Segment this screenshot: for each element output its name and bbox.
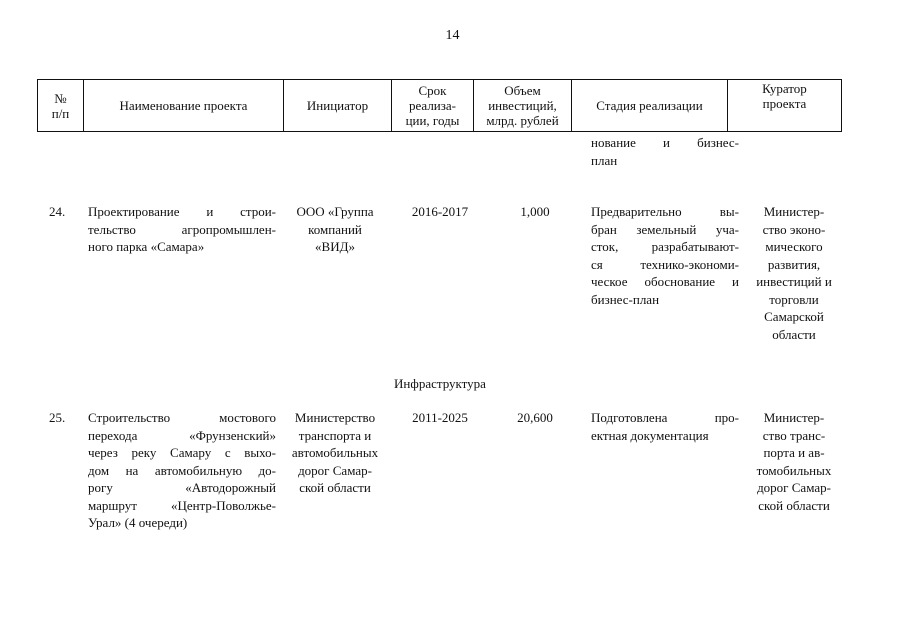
header-initiator: Инициатор xyxy=(284,80,392,132)
header-stage: Стадия реализации xyxy=(572,80,728,132)
header-num: № п/п xyxy=(38,80,84,132)
section-title: Инфраструктура xyxy=(394,376,486,391)
row-24-initiator: ООО «Группа компаний «ВИД» xyxy=(296,204,374,254)
row-24-name: Проектирование и строи- тельство агропромышлен- ного парка «Самара» xyxy=(88,204,276,254)
row-25-volume: 20,600 xyxy=(517,410,553,425)
header-volume: Объем инвестиций, млрд. рублей xyxy=(474,80,572,132)
page-number: 14 xyxy=(445,28,460,43)
row-24-curator: Министер- ство эконо- мического развития, инвестиций и торговли Самарской области xyxy=(756,204,832,342)
header-name: Наименование проекта xyxy=(84,80,284,132)
row-25-term: 2011-2025 xyxy=(412,410,468,425)
row-24-stage: Предварительно вы- бран земельный уча- сток, разрабатывают- ся технико-экономи- ческое обоснование и бизнес-план xyxy=(591,204,739,307)
row-25-name: Строительство мостового перехода «Фрунзенский» через реку Самару с выхо- дом на автомобильную до- рогу «Автодорожный маршрут «Центр-Поволжье- Урал» (4 очереди) xyxy=(88,410,276,530)
row-24-term: 2016-2017 xyxy=(411,204,469,219)
row-25-stage: Подготовлена про- ектная документация xyxy=(591,410,739,443)
row-24-num: 24. xyxy=(49,204,66,219)
row-25-curator: Министер- ство транс- порта и ав- томобильных дорог Самар- ской области xyxy=(756,410,832,513)
continued-stage: нование и бизнес- план xyxy=(591,135,739,168)
row-25-num: 25. xyxy=(49,410,66,425)
row-25-initiator: Министерство транспорта и автомобильных дорог Самар- ской области xyxy=(291,410,379,495)
header-term: Срок реализа- ции, годы xyxy=(392,80,474,132)
header-curator: Куратор проекта xyxy=(728,80,842,132)
row-24-volume: 1,000 xyxy=(520,204,550,219)
table-header xyxy=(37,79,842,132)
